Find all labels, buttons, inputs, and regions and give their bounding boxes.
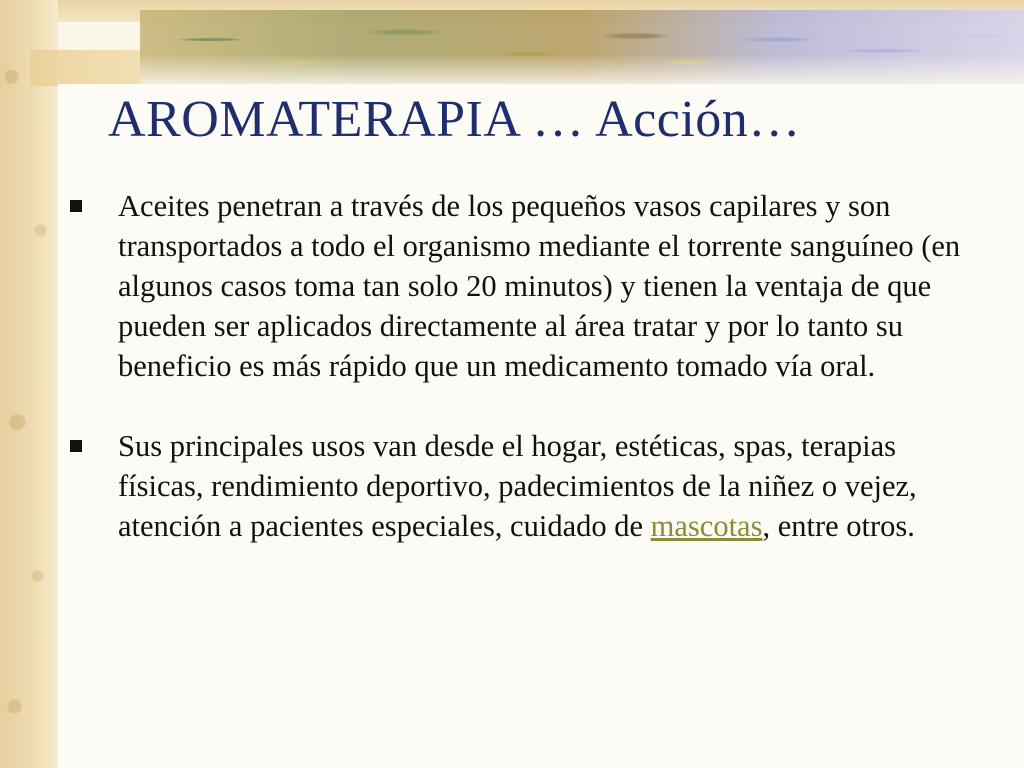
botanical-banner-image [140, 10, 1024, 84]
slide-title: AROMATERAPIA … Acción… [108, 91, 801, 148]
bullet-item [60, 426, 970, 546]
bullet-list [60, 186, 970, 546]
banner-accent [30, 50, 140, 86]
bullet-text: Sus principales usos van desde el hogar, estéticas, spas, terapias físicas, rendimiento deportivo, padecimientos de la niñez o vejez, atención a pacientes especiales, cuidado de [118, 429, 917, 543]
bullet-text-end: , entre otros. [762, 509, 915, 543]
bullet-text: Aceites penetran a través de los pequeños vasos capilares y son transportados a todo el organismo mediante el torrente sanguíneo (en algunos casos toma tan solo 20 minutos) y tienen la ventaja de que pueden ser aplicados directamente al área tratar y por lo tanto su beneficio es más rápido que un medicamento tomado vía oral. [118, 189, 961, 383]
bullet-item [60, 186, 970, 386]
mascotas-link[interactable]: mascotas [650, 509, 763, 543]
parchment-side-strip [0, 0, 58, 768]
square-bullet-icon [70, 200, 82, 212]
square-bullet-icon [70, 440, 82, 452]
